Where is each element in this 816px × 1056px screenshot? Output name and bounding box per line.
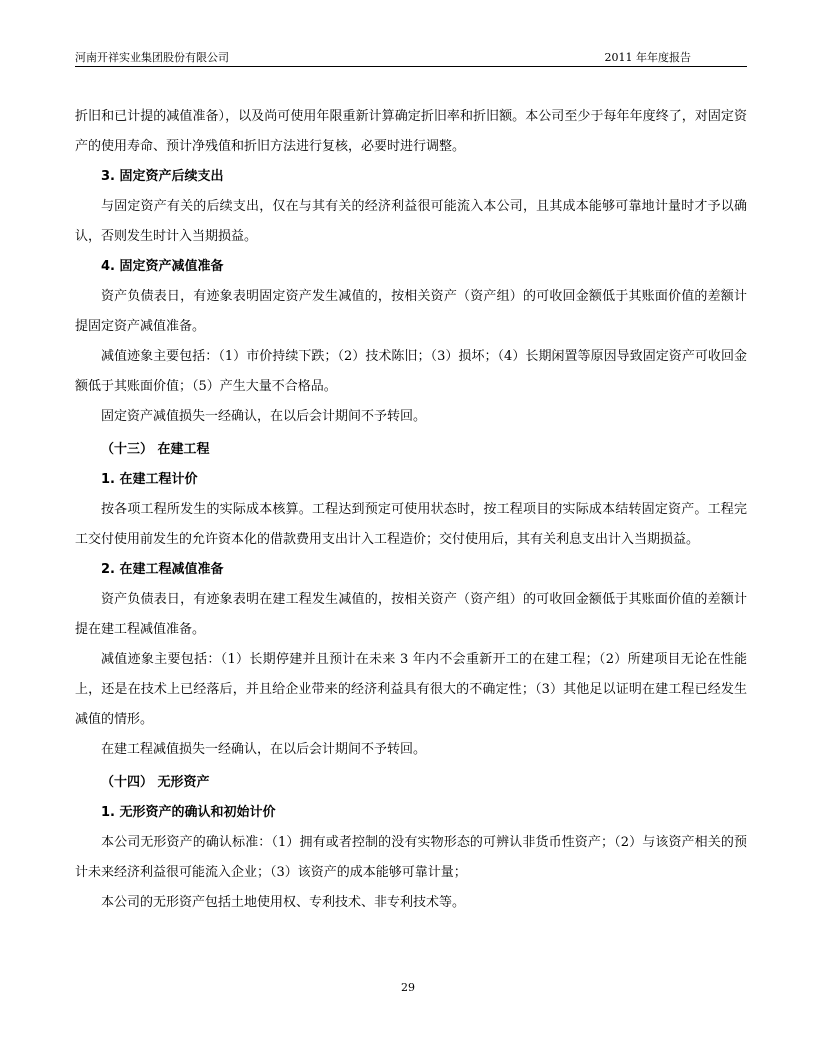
paragraph: 本公司的无形资产包括土地使用权、专利技术、非专利技术等。: [101, 895, 466, 910]
paragraph: 按各项工程所发生的实际成本核算。工程达到预定可使用状态时，按工程项目的实际成本结转固定资产。工程完工交付使用前发生的允许资本化的借款费用支出计入工程造价；交付使用后，其有关利息支出计入当期损益。: [75, 502, 747, 547]
subsection-heading: 1. 无形资产的确认和初始计价: [101, 805, 276, 820]
paragraph: 折旧和已计提的减值准备），以及尚可使用年限重新计算确定折旧率和折旧额。本公司至少于每年年度终了，对固定资产的使用寿命、预计净残值和折旧方法进行复核，必要时进行调整。: [75, 109, 747, 154]
subsection-heading: 3. 固定资产后续支出: [101, 169, 224, 184]
header-report-title: 2011 年年度报告: [604, 51, 691, 64]
paragraph: 与固定资产有关的后续支出，仅在与其有关的经济利益很可能流入本公司，且其成本能够可靠地计量时才予以确认，否则发生时计入当期损益。: [75, 199, 747, 244]
page-header: [75, 50, 747, 67]
section-heading: （十三） 在建工程: [101, 442, 210, 457]
subsection-heading: 1. 在建工程计价: [101, 472, 198, 487]
paragraph: 本公司无形资产的确认标准：（1）拥有或者控制的没有实物形态的可辨认非货币性资产；（2）与该资产相关的预计未来经济利益很可能流入企业；（3）该资产的成本能够可靠计量；: [75, 835, 747, 880]
page-number: 29: [401, 981, 415, 994]
paragraph: 减值迹象主要包括：（1）市价持续下跌；（2）技术陈旧；（3）损坏；（4）长期闲置等原因导致固定资产可收回金额低于其账面价值；（5）产生大量不合格品。: [75, 349, 747, 394]
document-body: [75, 102, 747, 918]
header-company-name: 河南开祥实业集团股份有限公司: [75, 51, 229, 64]
paragraph: 减值迹象主要包括：（1）长期停建并且预计在未来 3 年内不会重新开工的在建工程；（2）所建项目无论在性能上，还是在技术上已经落后，并且给企业带来的经济利益具有很大的不确定性；（3）其他足以证明在建工程已经发生减值的情形。: [75, 652, 747, 727]
paragraph: 资产负债表日，有迹象表明在建工程发生减值的，按相关资产（资产组）的可收回金额低于其账面价值的差额计提在建工程减值准备。: [75, 592, 747, 637]
subsection-heading: 4. 固定资产减值准备: [101, 259, 224, 274]
section-heading: （十四） 无形资产: [101, 775, 210, 790]
paragraph: 资产负债表日，有迹象表明固定资产发生减值的，按相关资产（资产组）的可收回金额低于其账面价值的差额计提固定资产减值准备。: [75, 289, 747, 334]
paragraph: 固定资产减值损失一经确认，在以后会计期间不予转回。: [101, 409, 427, 424]
subsection-heading: 2. 在建工程减值准备: [101, 562, 224, 577]
paragraph: 在建工程减值损失一经确认，在以后会计期间不予转回。: [101, 742, 427, 757]
